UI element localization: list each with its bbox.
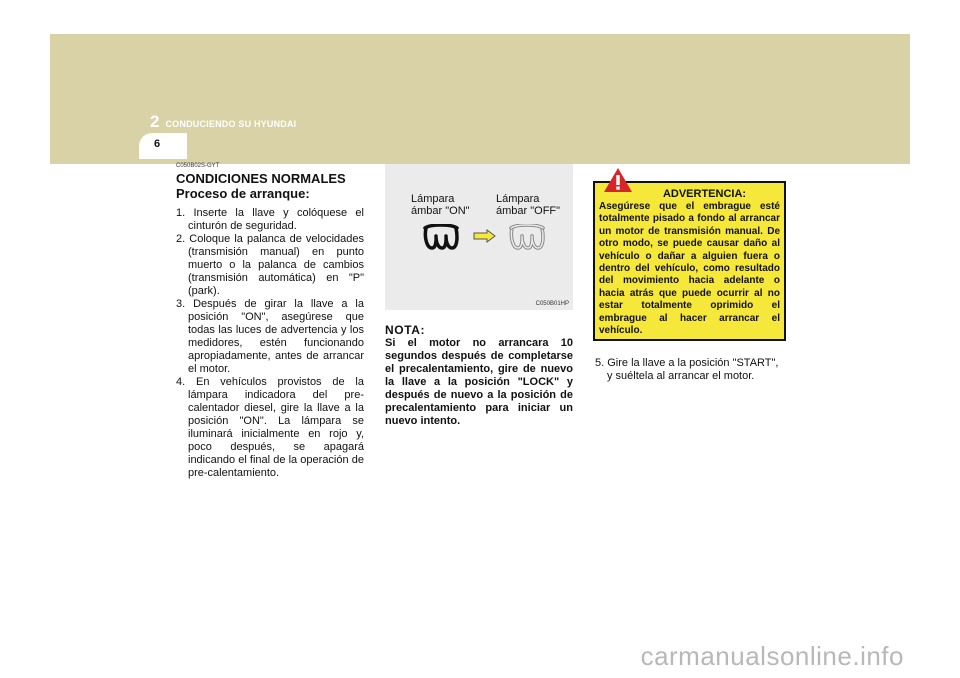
arrow-right-icon xyxy=(473,229,497,243)
glow-plug-figure xyxy=(385,164,573,310)
figure-code: C050B01HP xyxy=(535,301,569,307)
list-item: 2. Coloque la palanca de velocidades (transmisión manual) en punto muerto o la palanca de cambios (transmisión automática) en "P" (park). xyxy=(176,233,364,297)
note-text: Si el motor no arrancara 10 segundos después de completarse el precalentamiento, gire de nuevo la llave a la posición "LOCK" y después de nuevo a la posición de precalentamiento para iniciar un nuevo intento. xyxy=(385,337,573,427)
lamp-off-label xyxy=(496,193,560,217)
page-tab xyxy=(139,133,187,159)
list-item: 5. Gire la llave a la posición "START", y suéltela al arrancar el motor. xyxy=(595,357,779,382)
lamp-off-label-line1: Lámpara xyxy=(496,193,540,205)
steps-list xyxy=(176,207,364,480)
section-code: C050B02S-GYT xyxy=(176,163,220,169)
lamp-on-label-line2: ámbar "ON" xyxy=(411,205,470,217)
watermark: carmanualsonline.info xyxy=(640,641,904,671)
page-number: 6 xyxy=(154,138,161,150)
starting-procedure-column xyxy=(176,163,364,480)
glow-plug-off-icon xyxy=(509,224,545,252)
section-title: CONDICIONES NORMALES xyxy=(176,171,346,186)
section-subtitle: Proceso de arranque: xyxy=(176,186,310,201)
step5-block xyxy=(595,357,787,383)
lamp-off-label-line2: ámbar "OFF" xyxy=(496,205,561,217)
warning-box xyxy=(593,181,786,341)
warning-icon xyxy=(603,167,633,193)
chapter-title: CONDUCIENDO SU HYUNDAI xyxy=(165,119,297,129)
warning-text: Asegúrese que el embrague esté totalmente pisado a fondo al arrancar un motor de transmisión manual. De otro modo, se puede causar daño al vehículo o dañar a alguien fuera o dentro del vehículo, como resultado del movimiento hacia adelante o hacia atrás que puede ocurrir al no estar totalmente oprimido el embrague al hacer arrancar el vehículo. xyxy=(599,201,780,337)
warning-title: ADVERTENCIA: xyxy=(662,188,747,200)
list-item: 4. En vehículos provistos de la lámpara indicadora del pre-calentador diesel, gire la llave a la posición "ON". La lámpara se iluminará inicialmente en rojo y, poco después, se apagará indicando el final de la operación de pre-calentamiento. xyxy=(176,376,364,479)
note-block xyxy=(385,323,573,428)
chapter-header xyxy=(150,112,296,132)
list-item: 1. Inserte la llave y colóquese el cinturón de seguridad. xyxy=(176,207,364,232)
list-item: 3. Después de girar la llave a la posición "ON", asegúrese que todas las luces de advertencia y los medidores, estén funcionando apropiadamente, antes de arrancar el motor. xyxy=(176,298,364,375)
lamp-on-label-line1: Lámpara xyxy=(411,193,455,205)
lamp-on-label xyxy=(411,193,470,217)
chapter-number: 2 xyxy=(150,112,160,131)
glow-plug-on-icon xyxy=(423,224,459,252)
note-title: NOTA: xyxy=(385,323,426,337)
